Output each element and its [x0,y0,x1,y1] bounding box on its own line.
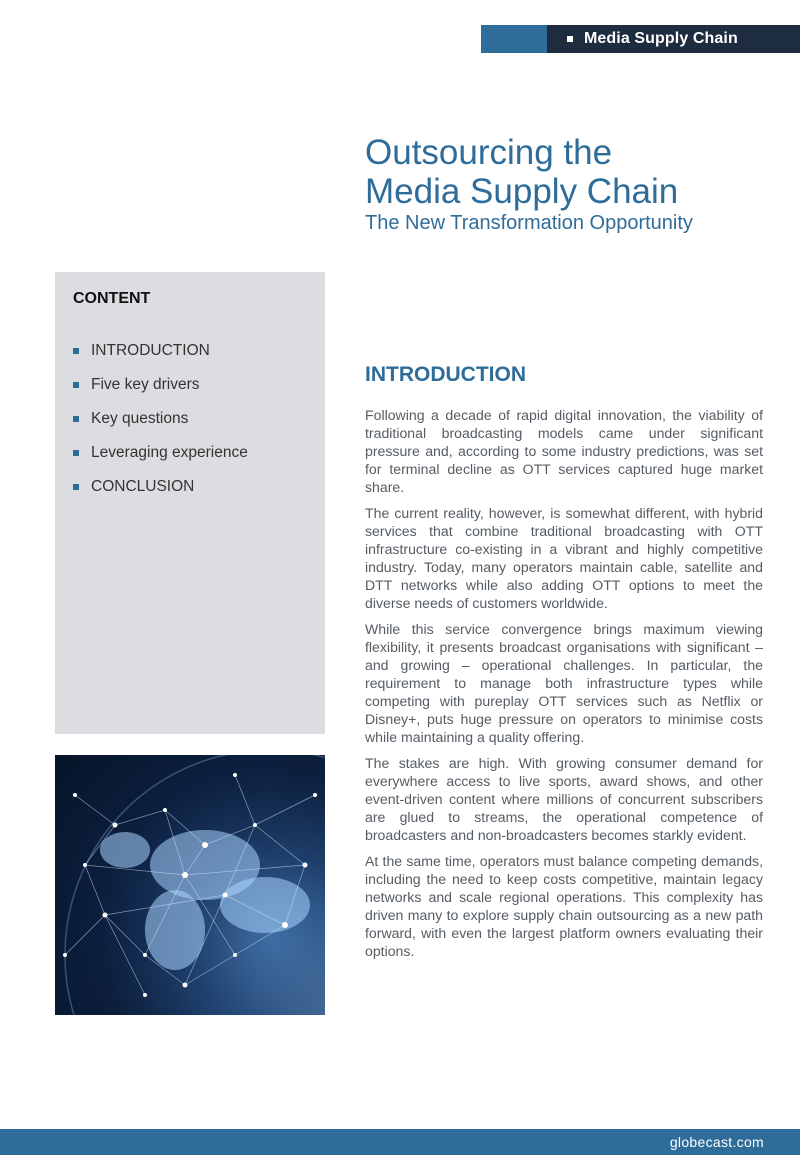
toc-item-label: Leveraging experience [91,444,248,461]
toc-list [73,334,307,504]
square-bullet-icon [73,382,79,388]
square-bullet-icon [73,450,79,456]
globe-network-image [55,755,325,1015]
footer-bar [0,1129,800,1155]
table-of-contents [55,272,325,734]
header-tag-label: Media Supply Chain [584,30,738,47]
page-title-line2: Media Supply Chain [365,172,679,211]
toc-item-label: Five key drivers [91,376,200,393]
header-tag-bar [481,25,800,53]
footer-website[interactable]: globecast.com [669,1134,764,1150]
toc-heading: CONTENT [73,290,151,307]
paragraph: The current reality, however, is somewhat different, with hybrid services that combine traditional broadcasting with OTT infrastructure co-existing in a vibrant and highly competitive industry. Today, many operators maintain cable, satellite and DTT networks while also adding OTT options to meet the diverse needs of customers worldwide. [365,505,763,611]
toc-item-key-questions[interactable] [73,402,307,436]
globe-network-graphic [55,755,325,1015]
toc-item-introduction[interactable] [73,334,307,368]
introduction-body [365,406,763,968]
square-bullet-icon [73,416,79,422]
toc-item-label: INTRODUCTION [91,342,210,359]
header-tag [547,25,800,53]
paragraph: At the same time, operators must balance competing demands, including the need to keep costs competitive, maintain legacy networks and scale regional operations. This complexity has driven many to explore supply chain outsourcing as a new path forward, with even the largest platform owners evaluating their options. [365,853,763,959]
toc-item-five-key-drivers[interactable] [73,368,307,402]
introduction-heading: INTRODUCTION [365,363,526,386]
page-title-line1: Outsourcing the [365,133,613,172]
square-bullet-icon [73,484,79,490]
square-bullet-icon [567,36,573,42]
toc-item-label: CONCLUSION [91,478,195,495]
square-bullet-icon [73,348,79,354]
paragraph: Following a decade of rapid digital innovation, the viability of traditional broadcasting models came under significant pressure and, according to some industry predictions, was set for terminal decline as OTT services captured huge market share. [365,407,763,495]
toc-item-conclusion[interactable] [73,470,307,504]
toc-item-label: Key questions [91,410,189,427]
page-subtitle: The New Transformation Opportunity [365,212,693,234]
paragraph: While this service convergence brings maximum viewing flexibility, it presents broadcast organisations with significant – and growing – operational challenges. In particular, the requirement to manage both infrastructure types while competing with pureplay OTT services such as Netflix or Disney+, puts huge pressure on operators to minimise costs while maintaining a quality offering. [365,621,763,745]
toc-item-leveraging-experience[interactable] [73,436,307,470]
paragraph: The stakes are high. With growing consumer demand for everywhere access to live sports, award shows, and other event-driven content where millions of concurrent subscribers are glued to streams, the operational competence of broadcasters and non-broadcasters becomes starkly evident. [365,755,763,843]
title-block [365,133,785,235]
